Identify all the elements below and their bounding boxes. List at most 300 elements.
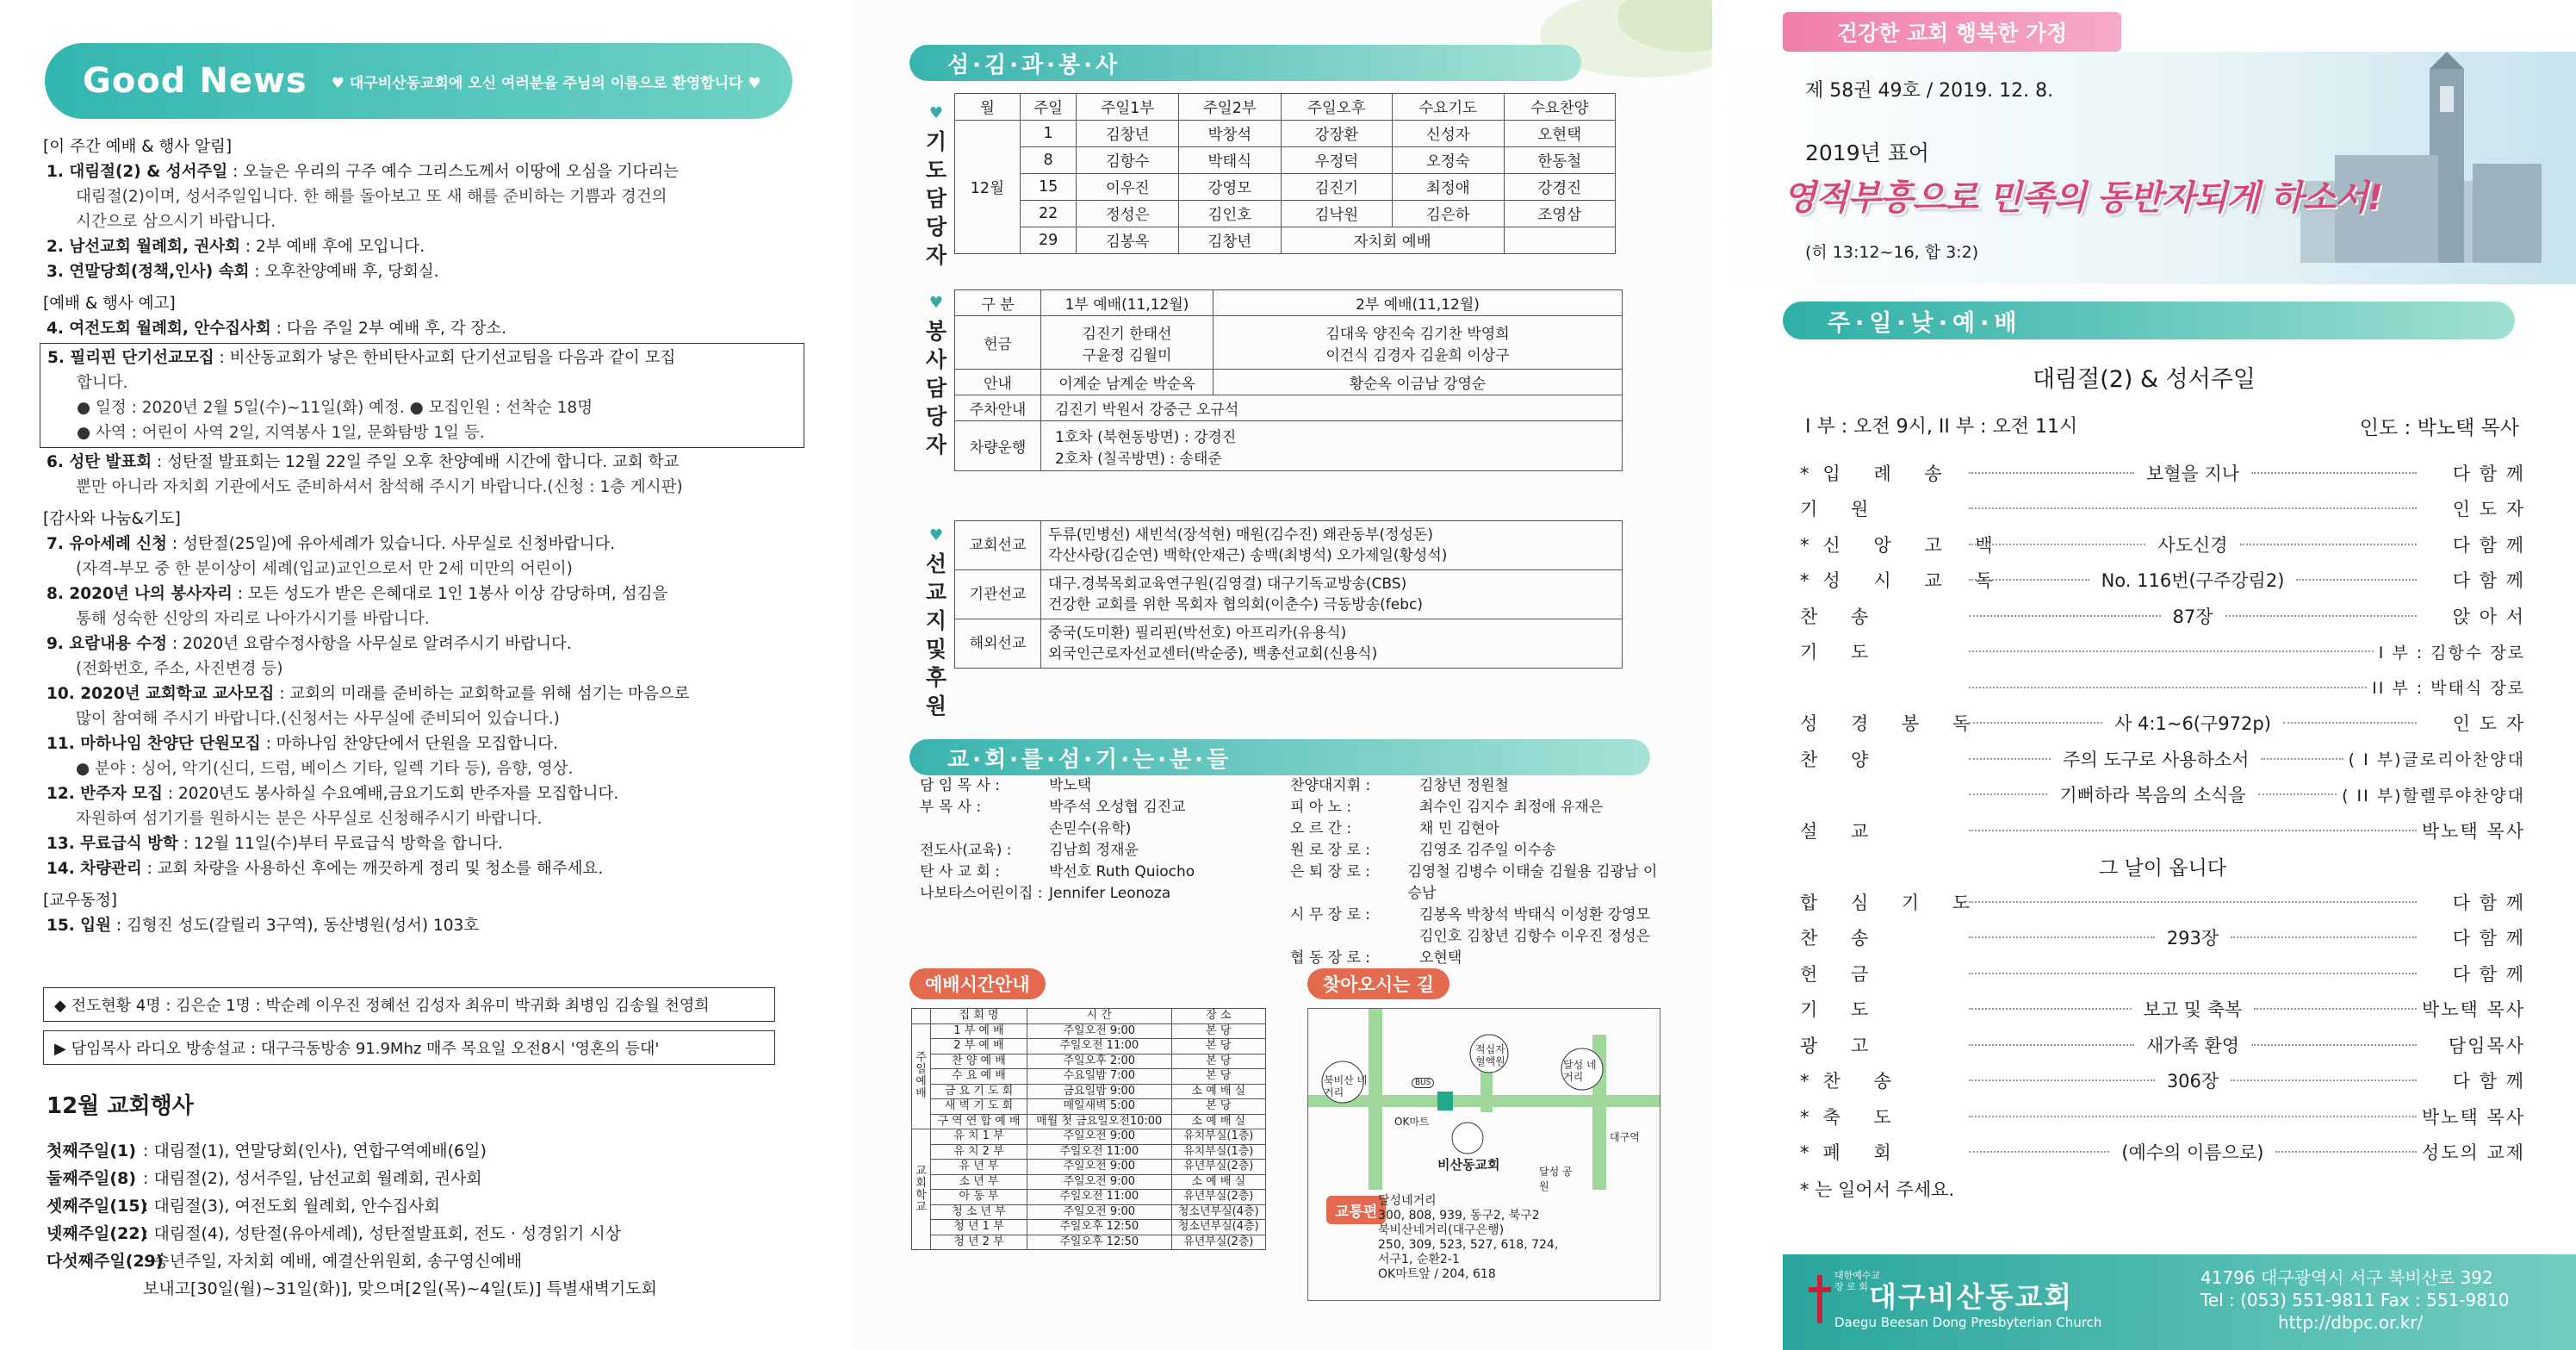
- label-char: 자: [925, 243, 947, 268]
- member-names: 채 민 김현아: [1419, 820, 1499, 837]
- worship-item: [1800, 992, 2525, 1028]
- schedule-cell: 본 당: [1171, 1099, 1265, 1115]
- notice-section-head: [이 주간 예배 & 행사 알림]: [43, 138, 233, 156]
- worship-leader: 다 함 께: [2452, 570, 2525, 592]
- leader-dots: [2254, 1008, 2417, 1010]
- notice-boxed: [40, 343, 804, 448]
- notice-text: : 김형진 성도(갈릴리 3구역), 동산병원(성서) 103호: [110, 917, 480, 935]
- leader-dots: [1969, 1116, 2417, 1117]
- prayer-head: 주일1부: [1077, 94, 1179, 121]
- prayer-head: 수요찬양: [1504, 94, 1615, 121]
- schedule-cell: 주일오전 9:00: [1027, 1204, 1171, 1220]
- worship-content: (예수의 이름으로): [2121, 1142, 2264, 1164]
- notice-item: [43, 450, 801, 475]
- schedule-cell: 아 동 부: [931, 1190, 1027, 1205]
- worship-part: 기 도: [1800, 642, 1883, 663]
- car-value: 1호차 (북현동방면) : 강경진 2호차 (칠곡방면) : 송태준: [1041, 421, 1623, 471]
- notice-heading: 10. 2020년 교회학교 교사모집: [47, 685, 275, 703]
- worship-part: *폐 회: [1800, 1142, 1905, 1164]
- worship-leader: II 부 : 박태식 장로: [2372, 679, 2525, 699]
- church-website[interactable]: http://dbpc.or.kr/: [2278, 1312, 2424, 1333]
- label-char: 선: [925, 551, 947, 576]
- mission-list: [1041, 521, 1623, 570]
- prayer-cell: 김항수: [1077, 147, 1179, 174]
- member-row: [920, 840, 1290, 862]
- worship-content: 사도신경: [2157, 534, 2228, 556]
- worship-item: [1800, 706, 2525, 742]
- worship-item: [1800, 1027, 2525, 1063]
- worship-leader: ( I 부)글로리아찬양대: [2348, 750, 2525, 770]
- label-char: 및: [925, 637, 947, 662]
- member-row: [1290, 948, 1660, 969]
- member-role: 부 목 사 :: [920, 799, 982, 816]
- schedule-cell: 주일오전 9:00: [1027, 1023, 1171, 1039]
- schedule-cell: 본 당: [1171, 1039, 1265, 1054]
- worship-item: [1800, 491, 2525, 527]
- worship-leader: 다 함 께: [2452, 463, 2526, 484]
- prayer-cell: 강장환: [1281, 121, 1392, 147]
- guide-second: 황순옥 이금남 강영순: [1214, 370, 1623, 395]
- sched-head-name: 집 회 명: [931, 1009, 1027, 1024]
- schedule-cell: 청소년부실(4층): [1171, 1220, 1265, 1235]
- event-row: [47, 1137, 804, 1165]
- member-role: [1290, 926, 1419, 948]
- prayer-row: [955, 227, 1616, 254]
- notice-text: : 모든 성도가 받은 은혜대로 1인 1봉사 이상 감당하며, 섬김을: [232, 585, 668, 603]
- guide-first: 이계순 남계순 박순옥: [1041, 370, 1214, 395]
- transit-line: OK마트앞 / 204, 618: [1378, 1267, 1496, 1281]
- map-daegu: 대구역: [1610, 1131, 1640, 1143]
- event-row: [47, 1247, 804, 1275]
- worship-part: 찬 송: [1800, 928, 1883, 949]
- worship-item: [1800, 669, 2525, 706]
- notice-heading: 14. 차량관리: [47, 860, 142, 878]
- service-title: 대림절(2) & 성서주일: [2032, 366, 2256, 393]
- event-week: 셋째주일(15): [47, 1197, 148, 1216]
- notice-item: [43, 532, 801, 557]
- event-desc: : 대림절(3), 여전도회 월례회, 안수집사회: [143, 1197, 440, 1216]
- prayer-duty-table: [954, 93, 1616, 254]
- notice-heading: 2. 남선교회 월례회, 권사회: [47, 238, 240, 256]
- mission-line: 외국인근로자선교센터(박순중), 백총선교회(신용식): [1048, 645, 1378, 663]
- event-desc: : 대림절(4), 성탄절(유아세례), 성탄절발표회, 전도 · 성경읽기 시상: [143, 1224, 622, 1243]
- worship-leader: 앉 아 서: [2452, 606, 2526, 627]
- worship-leader: 다 함 께: [2452, 963, 2525, 985]
- worship-item: [1800, 1063, 2525, 1099]
- leader-dots: [1969, 1008, 2132, 1010]
- member-row: [1290, 797, 1660, 818]
- notice-text: : 2020년도 봉사하실 수요예배,금요기도회 반주자를 모집합니다.: [163, 785, 619, 803]
- worship-content: 보혈을 지나: [2145, 463, 2240, 484]
- schedule-cell: 주일오전 9:00: [1027, 1129, 1171, 1145]
- notice-item: [43, 259, 801, 284]
- member-names: 김봉옥 박창석 박태식 이성환 강영모: [1419, 906, 1650, 924]
- worship-leader: 다 함 께: [2452, 534, 2525, 556]
- schedule-cell: 주일오전 11:00: [1027, 1039, 1171, 1054]
- notice-text: : 12월 11일(수)부터 무료급식 방학을 합니다.: [177, 835, 503, 853]
- leader-dots: [2225, 615, 2418, 617]
- good-news-title: Good News: [83, 61, 307, 101]
- prayer-cell: 한동철: [1504, 147, 1615, 174]
- member-role: 피 아 노 :: [1290, 799, 1352, 816]
- member-role: 원 로 장 로 :: [1290, 842, 1371, 859]
- prayer-cell: 김인호: [1179, 201, 1282, 227]
- member-row: [1290, 905, 1660, 926]
- schedule-cell: 수요일밤 7:00: [1027, 1069, 1171, 1085]
- prayer-cell: 오현택: [1504, 121, 1615, 147]
- notice-heading: 11. 마하나임 찬양단 단원모집: [47, 735, 261, 753]
- sunday-service-bar: 주·일·낮·예·배: [1783, 302, 2515, 339]
- worship-leader: ( II 부)할렐루야찬양대: [2342, 786, 2526, 806]
- schedule-table: [911, 1008, 1266, 1250]
- event-week: [47, 1275, 143, 1303]
- prayer-cell: 강영모: [1179, 174, 1282, 201]
- prayer-cell: [1504, 227, 1615, 254]
- schedule-row: [912, 1190, 1266, 1205]
- map-title: 찾아오시는 길: [1307, 968, 1449, 999]
- map-jeokseong: 적십자 혈액원: [1475, 1043, 1505, 1067]
- worship-leader: 박노택 목사: [2421, 999, 2526, 1021]
- notice-item: [43, 731, 801, 756]
- prayer-cell: 김창년: [1179, 227, 1282, 254]
- leader-dots: [2261, 758, 2343, 760]
- church-members: [920, 775, 1660, 969]
- good-news-banner: [45, 43, 792, 119]
- event-row: [47, 1220, 804, 1247]
- issue-number: 제 58권 49호 / 2019. 12. 8.: [1805, 80, 2054, 102]
- leader-dots: [1969, 507, 2417, 509]
- news-panel: [0, 0, 853, 1350]
- schedule-cell: 유년부실(2층): [1171, 1160, 1265, 1175]
- worship-item: [1800, 634, 2525, 670]
- member-role: 전도사(교육) :: [920, 842, 1012, 859]
- notice-line: 시간으로 삼으시기 바랍니다.: [76, 213, 276, 231]
- schedule-row: [912, 1054, 1266, 1069]
- schedule-title: 예배시간안내: [909, 968, 1046, 999]
- prayer-head: 수요기도: [1393, 94, 1504, 121]
- mission-list: [1041, 570, 1623, 619]
- tagline-banner: 건강한 교회 행복한 가정: [1783, 12, 2121, 52]
- schedule-cell: 주일오전 9:00: [1027, 1160, 1171, 1175]
- leader-dots: [2258, 793, 2337, 795]
- transit-line: 달성네거리: [1378, 1194, 1437, 1208]
- december-events: [47, 1092, 804, 1303]
- schedule-cell: 청 소 년 부: [931, 1204, 1027, 1220]
- leader-dots: [2251, 472, 2417, 474]
- prayer-cell: 김은하: [1393, 201, 1504, 227]
- church-name: 대구비산동교회: [1869, 1280, 2074, 1314]
- church-contact: [2200, 1266, 2509, 1334]
- prayer-duty-label: ♥ 기 도 담 당 자: [922, 96, 951, 270]
- schedule-cell: 구 역 연 합 예 배: [931, 1114, 1027, 1129]
- notice-section-head: [교우동정]: [43, 892, 117, 910]
- notice-heading: 3. 연말당회(정책,인사) 속회: [47, 263, 250, 281]
- member-role: 협 동 장 로 :: [1290, 949, 1371, 967]
- prayer-cell: 김창년: [1077, 121, 1179, 147]
- sched-head-time: 시 간: [1027, 1009, 1171, 1024]
- service-leader: 인도 : 박노택 목사: [2359, 417, 2519, 439]
- worship-part: 광 고: [1800, 1035, 1883, 1056]
- label-char: 지: [925, 608, 947, 633]
- serve-duty-table: [954, 289, 1623, 471]
- mission-line: 건강한 교회를 위한 목회자 협의회(이춘수) 극동방송(febc): [1048, 596, 1423, 613]
- mission-type: 기관선교: [955, 570, 1041, 619]
- worship-leader: 담임목사: [2448, 1035, 2526, 1056]
- worship-leader: 성도의 교제: [2421, 1142, 2526, 1164]
- notice-item: [43, 856, 801, 881]
- notice-item: [43, 582, 801, 607]
- denomination: 대한예수교 장 로 회: [1834, 1270, 1881, 1292]
- worship-item: [1800, 1098, 2525, 1135]
- member-names: Jennifer Leonoza: [1049, 885, 1171, 902]
- schedule-cell: 매월 첫 금요일오전10:00: [1027, 1114, 1171, 1129]
- worship-part: 기 도: [1800, 999, 1883, 1021]
- notice-text: : 비산동교회가 낳은 한비탄사교회 단기선교팀을 다음과 같이 모집: [214, 349, 676, 367]
- worship-leader: 다 함 께: [2452, 928, 2525, 949]
- notice-heading: 5. 필리핀 단기선교모집: [47, 349, 214, 367]
- sched-head-place: 장 소: [1171, 1009, 1265, 1024]
- label-char: 봉: [925, 319, 947, 344]
- leader-dots: [1969, 722, 2102, 724]
- map-church: 비산동교회: [1437, 1157, 1500, 1173]
- serve-head-2: 2부 예배(11,12월): [1214, 290, 1623, 316]
- leader-dots: [1969, 973, 2417, 974]
- member-role: 시 무 장 로 :: [1290, 906, 1371, 924]
- leader-dots: [1969, 793, 2047, 795]
- radio-sermon: ▶ 담임목사 라디오 방송설교 : 대구극동방송 91.9Mhz 매주 목요일 오전8시 '영혼의 등대': [43, 1030, 775, 1065]
- mission-line: 대구.경북목회교육연구원(김영결) 대구기독교방송(CBS): [1048, 575, 1407, 593]
- notice-item: [43, 631, 801, 656]
- church-phone: Tel : (053) 551-9811 Fax : 551-9810: [2200, 1290, 2510, 1310]
- schedule-row: [912, 1084, 1266, 1099]
- notice-heading: 13. 무료급식 방학: [47, 835, 178, 853]
- schedule-cell: 매일새벽 5:00: [1027, 1099, 1171, 1115]
- leader-dots: [2231, 936, 2417, 938]
- notice-line: 많이 참여해 주시기 바랍니다.(신청서는 사무실에 준비되어 있습니다.): [76, 710, 560, 728]
- schedule-group: 주일예배: [912, 1023, 931, 1129]
- prayer-head: 주일2부: [1179, 94, 1282, 121]
- event-row: [47, 1192, 804, 1220]
- label-char: 당: [925, 215, 947, 240]
- member-row: [1290, 862, 1660, 905]
- worship-item: [1800, 955, 2525, 992]
- leader-dots: [1969, 1079, 2155, 1081]
- member-role: 나보타스어린이집 :: [920, 885, 1043, 902]
- worship-content: 87장: [2172, 606, 2213, 627]
- member-role: [920, 818, 1049, 840]
- member-row: [920, 797, 1290, 818]
- bus-icon: BUS: [1412, 1078, 1434, 1088]
- worship-item: [1800, 884, 2525, 920]
- member-names: 김창년 정원철: [1419, 777, 1509, 794]
- member-names: 박노택: [1049, 777, 1092, 794]
- prayer-month: 12월: [955, 121, 1021, 254]
- event-week: 둘째주일(8): [47, 1169, 137, 1188]
- schedule-cell: 청 년 1 부: [931, 1220, 1027, 1235]
- schedule-cell: 유 년 부: [931, 1160, 1027, 1175]
- schedule-row: [912, 1099, 1266, 1115]
- notice-text: : 오늘은 우리의 구주 예수 그리스도께서 이땅에 오심을 기다리는: [227, 163, 680, 181]
- event-row: [47, 1275, 804, 1303]
- prayer-cell: 박태식: [1179, 147, 1282, 174]
- leader-dots: [1969, 579, 2089, 581]
- label-char: 교: [925, 580, 947, 605]
- notice-item: [43, 159, 801, 184]
- notice-heading: 7. 유아세례 신청: [47, 535, 168, 553]
- notice-text: : 성탄절 발표회는 12월 22일 주일 오후 찬양예배 시간에 합니다. 교회 학교: [152, 453, 680, 471]
- notice-heading: 15. 입원: [47, 917, 111, 935]
- worship-leader: 인 도 자: [2452, 713, 2525, 735]
- notice-line: 통해 성숙한 신앙의 자리로 나아가시기를 바랍니다.: [76, 610, 430, 628]
- worship-item: [1800, 812, 2525, 849]
- worship-item: [1800, 741, 2525, 777]
- worship-part: *입 례 송: [1800, 463, 1956, 484]
- leader-dots: [2296, 579, 2417, 581]
- worship-leader: 다 함 께: [2452, 1071, 2525, 1092]
- notice-item: [43, 234, 801, 259]
- member-role: 오 르 간 :: [1290, 820, 1352, 837]
- parking-label: 주차안내: [955, 395, 1041, 421]
- worship-part: 찬 양: [1800, 749, 1883, 770]
- schedule-cell: 본 당: [1171, 1023, 1265, 1039]
- worship-part: 찬 송: [1800, 606, 1883, 627]
- member-names: 김인호 김창년 김항수 이우진 정성은: [1419, 928, 1650, 945]
- notice-item: [43, 781, 801, 806]
- serve-head-0: 구 분: [955, 290, 1041, 316]
- schedule-cell: 찬 양 예 배: [931, 1054, 1027, 1069]
- prayer-row: [955, 201, 1616, 227]
- worship-leader: 박노택 목사: [2421, 1106, 2525, 1128]
- prayer-cell: 정성은: [1077, 201, 1179, 227]
- notice-line: ● 사역 : 어린이 사역 2일, 지역봉사 1일, 문화탐방 1일 등.: [77, 424, 485, 442]
- evangelism-status: ◆ 전도현황 4명 : 김은순 1명 : 박순례 이우진 정혜선 김성자 최유미 박귀화 최병임 김송월 천영희: [43, 987, 775, 1022]
- church-building-image: [2300, 52, 2542, 263]
- event-week: 넷째주일(22): [47, 1224, 148, 1243]
- map-okmart: OK마트: [1394, 1116, 1430, 1128]
- notice-heading: 6. 성탄 발표회: [47, 453, 152, 471]
- label-char: 자: [925, 432, 947, 457]
- schedule-cell: 주일오후 12:50: [1027, 1220, 1171, 1235]
- serve-duty-label: ♥ 봉 사 담 당 자: [922, 286, 951, 459]
- schedule-cell: 수 요 예 배: [931, 1069, 1027, 1085]
- leader-dots: [1969, 544, 2145, 545]
- member-names: 박주석 오성협 김진교: [1049, 799, 1186, 816]
- notice-line: 자원하여 섬기기를 원하시는 분은 사무실로 신청해주시기 바랍니다.: [76, 810, 543, 828]
- worship-item: [1800, 563, 2525, 599]
- schedule-row: [912, 1069, 1266, 1085]
- service-time: I 부 : 오전 9시, II 부 : 오전 11시: [1805, 416, 2078, 438]
- notice-item: [44, 345, 800, 370]
- notice-list: [43, 128, 801, 938]
- worship-content: 기뻐하라 복음의 소식을: [2059, 785, 2246, 806]
- transit-info: [1378, 1194, 1662, 1282]
- mission-line: 각산사랑(김순연) 백학(안재근) 송백(최병석) 오가제일(황성석): [1048, 547, 1448, 564]
- worship-content: No. 116번(구주강림2): [2101, 570, 2285, 592]
- member-role: 담 임 목 사 :: [920, 777, 1001, 794]
- mission-type: 해외선교: [955, 619, 1041, 669]
- member-role: 탄 사 교 회 :: [920, 863, 1001, 880]
- notice-text: : 오후찬양예배 후, 당회실.: [249, 263, 439, 281]
- car-label: 차량운행: [955, 421, 1041, 471]
- leader-dots: [1969, 830, 2417, 831]
- prayer-cell: 이우진: [1077, 174, 1179, 201]
- notice-item: [43, 316, 801, 341]
- prayer-row: [955, 174, 1616, 201]
- notice-item: [43, 913, 801, 938]
- leader-dots: [2275, 1151, 2416, 1153]
- prayer-cell: 1: [1020, 121, 1077, 147]
- notice-text: : 교회 차량을 사용하신 후에는 깨끗하게 정리 및 청소를 해주세요.: [141, 860, 604, 878]
- map-bukbisan: 북비산 네거리: [1324, 1074, 1368, 1098]
- prayer-row: [955, 121, 1616, 147]
- schedule-row: [912, 1160, 1266, 1175]
- notice-text: : 2부 예배 후에 모입니다.: [239, 238, 425, 256]
- label-char: 담: [925, 376, 947, 401]
- schedule-cell: 주일오후 12:50: [1027, 1235, 1171, 1250]
- worship-part: 합 심 기 도: [1800, 892, 1984, 913]
- prayer-cell: 김진기: [1281, 174, 1392, 201]
- member-names: 김영철 김병수 이태술 김월용 김광남 이승남: [1407, 863, 1658, 902]
- worship-part: 헌 금: [1800, 963, 1883, 985]
- offering-first: 김진기 한태선 구윤정 김월미: [1041, 316, 1214, 370]
- prayer-cell: 자치회 예배: [1281, 227, 1504, 254]
- schedule-cell: 1 부 예 배: [931, 1023, 1027, 1039]
- cross-logo-icon: [1809, 1275, 1831, 1323]
- schedule-cell: 유치부실(1층): [1171, 1129, 1265, 1145]
- schedule-cell: 주일오전 11:00: [1027, 1190, 1171, 1205]
- guide-label: 안내: [955, 370, 1041, 395]
- label-char: 원: [925, 694, 947, 719]
- notice-section-head: [감사와 나눔&기도]: [43, 510, 181, 528]
- notice-heading: 12. 반주자 모집: [47, 785, 164, 803]
- worship-content: 293장: [2166, 928, 2219, 949]
- notice-section-head: [예배 & 행사 예고]: [43, 295, 176, 313]
- transit-line: 북비산네거리(대구은행): [1378, 1223, 1505, 1237]
- events-title: 12월 교회행사: [47, 1093, 194, 1119]
- notice-line: 합니다.: [77, 374, 128, 392]
- prayer-cell: 강경진: [1504, 174, 1615, 201]
- schedule-cell: 유년부실(2층): [1171, 1235, 1265, 1250]
- cover-panel: [1712, 0, 2576, 1350]
- transit-line: 250, 309, 523, 527, 618, 724,: [1378, 1238, 1559, 1252]
- leader-dots: [2283, 722, 2417, 724]
- schedule-cell: 새 벽 기 도 회: [931, 1099, 1027, 1115]
- notice-text: : 교회의 미래를 준비하는 교회학교를 위해 섬기는 마음으로: [274, 685, 690, 703]
- schedule-cell: 주일오전 9:00: [1027, 1174, 1171, 1190]
- offering-label: 헌금: [955, 316, 1041, 370]
- prayer-row: [955, 147, 1616, 174]
- leader-dots: [1969, 758, 2051, 760]
- members-section-bar: 교·회·를·섬·기·는·분·들: [909, 739, 1650, 775]
- prayer-cell: 조영삼: [1504, 201, 1615, 227]
- member-row: [1290, 840, 1660, 862]
- schedule-cell: 유년부실(2층): [1171, 1190, 1265, 1205]
- prayer-cell: 오정숙: [1393, 147, 1504, 174]
- leader-dots: [1969, 650, 2374, 652]
- map-dalseong-park: 달성 공원: [1539, 1166, 1573, 1192]
- label-char: 담: [925, 186, 947, 211]
- leader-dots: [2251, 1044, 2417, 1046]
- notice-heading: 1. 대림절(2) & 성서주일: [47, 163, 228, 181]
- notice-line: 뿐만 아니라 자치회 기관에서도 준비하셔서 참석해 주시기 바랍니다.(신청 : 1층 게시판): [76, 478, 683, 496]
- leader-dots: [2240, 544, 2417, 545]
- member-names: 김영조 김주일 이수송: [1419, 842, 1556, 859]
- transit-label: 교통편: [1326, 1196, 1386, 1224]
- event-desc: : 대림절(2), 성서주일, 남선교회 월례회, 권사회: [143, 1169, 482, 1188]
- prayer-head: 주일오후: [1281, 94, 1392, 121]
- worship-content: 사 4:1~6(구972p): [2114, 713, 2271, 735]
- schedule-cell: 청소년부실(4층): [1171, 1204, 1265, 1220]
